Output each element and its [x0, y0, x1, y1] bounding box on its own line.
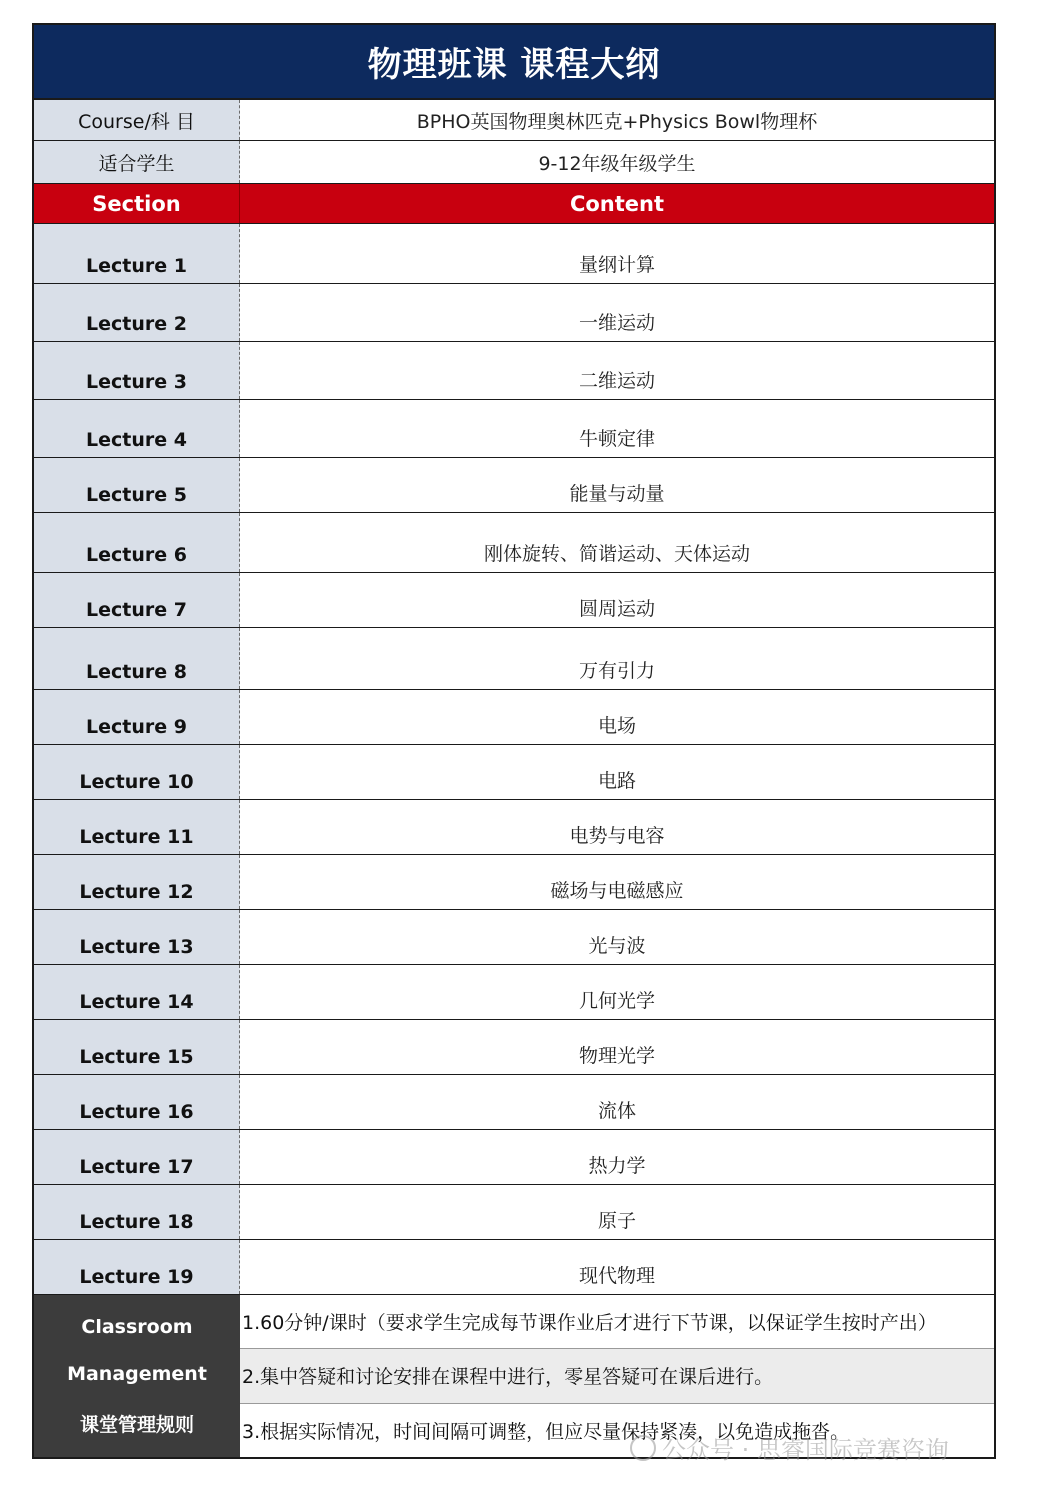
table-row: [34, 800, 994, 855]
lecture-content: 二维运动: [578, 370, 655, 392]
table-row: [34, 690, 994, 745]
lecture-section: Lecture 16: [34, 1075, 240, 1129]
lecture-content: 圆周运动: [578, 598, 655, 620]
table-row: [34, 400, 994, 458]
students-value: 9-12年级年级学生: [538, 152, 696, 175]
table-header: [34, 184, 994, 224]
wechat-icon: [630, 1435, 656, 1461]
lecture-content: 牛顿定律: [578, 428, 655, 450]
lecture-section: Lecture 7: [34, 573, 240, 627]
table-row: [34, 342, 994, 400]
course-value: BPHO英国物理奥林匹克+Physics Bowl物理杯: [416, 110, 818, 133]
rule-2: 2.集中答疑和讨论安排在课程中进行，零星答疑可在课后进行。: [240, 1349, 994, 1403]
table-row: [34, 1185, 994, 1240]
lecture-section: Lecture 2: [34, 284, 240, 341]
lecture-content: 量纲计算: [578, 254, 655, 276]
course-row: [34, 100, 994, 141]
lecture-section: Lecture 12: [34, 855, 240, 909]
lecture-section: Lecture 5: [34, 458, 240, 512]
lecture-section: Lecture 13: [34, 910, 240, 964]
lecture-content: 光与波: [588, 935, 646, 957]
table-row: [34, 628, 994, 690]
lecture-content: 电势与电容: [569, 825, 665, 847]
management-label-line: 课堂管理规则: [79, 1413, 194, 1436]
table-row: [34, 513, 994, 573]
table-row: [34, 910, 994, 965]
lecture-content: 几何光学: [578, 990, 655, 1012]
syllabus-table: [32, 23, 996, 1459]
lecture-content: 磁场与电磁感应: [550, 880, 684, 902]
lecture-content: 热力学: [588, 1155, 646, 1177]
table-row: [34, 458, 994, 513]
lecture-content: 能量与动量: [569, 483, 665, 505]
rule-3: 3.根据实际情况，时间间隔可调整，但应尽量保持紧凑，以免造成拖沓。: [242, 1420, 850, 1443]
watermark-text: 公众号 · 思睿国际竞赛咨询: [662, 1436, 949, 1464]
lecture-section: Lecture 3: [34, 342, 240, 399]
management-label-line: Management: [67, 1362, 207, 1385]
table-row: [34, 1130, 994, 1185]
table-row: [34, 224, 994, 284]
rule-1: 1.60分钟/课时（要求学生完成每节课作业后才进行下节课，以保证学生按时产出）: [240, 1295, 994, 1349]
lecture-section: Lecture 9: [34, 690, 240, 744]
lecture-section: Lecture 19: [34, 1240, 240, 1294]
table-row: [34, 1020, 994, 1075]
lecture-content: 万有引力: [578, 660, 655, 682]
lecture-content: 原子: [597, 1210, 636, 1232]
management-label-line: Classroom: [81, 1315, 193, 1338]
management-label: [34, 1295, 240, 1457]
students-row: [34, 141, 994, 184]
lecture-section: Lecture 14: [34, 965, 240, 1019]
lecture-content: 电场: [597, 715, 636, 737]
watermark: [630, 1430, 949, 1465]
lecture-list: [34, 224, 994, 1295]
lecture-section: Lecture 15: [34, 1020, 240, 1074]
lecture-content: 一维运动: [578, 312, 655, 334]
lecture-section: Lecture 11: [34, 800, 240, 854]
lecture-content: 物理光学: [578, 1045, 655, 1067]
lecture-content: 刚体旋转、简谐运动、天体运动: [483, 543, 750, 565]
lecture-content: 现代物理: [578, 1265, 655, 1287]
page-title: 物理班课 课程大纲: [34, 25, 994, 100]
lecture-section: Lecture 1: [34, 224, 240, 283]
lecture-section: Lecture 4: [34, 400, 240, 457]
table-row: [34, 573, 994, 628]
course-label: Course/科 目: [34, 100, 240, 140]
table-row: [34, 1075, 994, 1130]
table-row: [34, 1240, 994, 1295]
table-row: [34, 745, 994, 800]
table-row: [34, 965, 994, 1020]
lecture-section: Lecture 10: [34, 745, 240, 799]
lecture-content: 流体: [597, 1100, 636, 1122]
students-label: 适合学生: [34, 141, 240, 183]
lecture-section: Lecture 8: [34, 628, 240, 689]
lecture-section: Lecture 6: [34, 513, 240, 572]
table-row: [34, 284, 994, 342]
table-row: [34, 855, 994, 910]
content-header: Content: [569, 191, 665, 216]
lecture-section: Lecture 17: [34, 1130, 240, 1184]
lecture-section: Lecture 18: [34, 1185, 240, 1239]
lecture-content: 电路: [597, 770, 636, 792]
section-header: Section: [34, 184, 240, 223]
